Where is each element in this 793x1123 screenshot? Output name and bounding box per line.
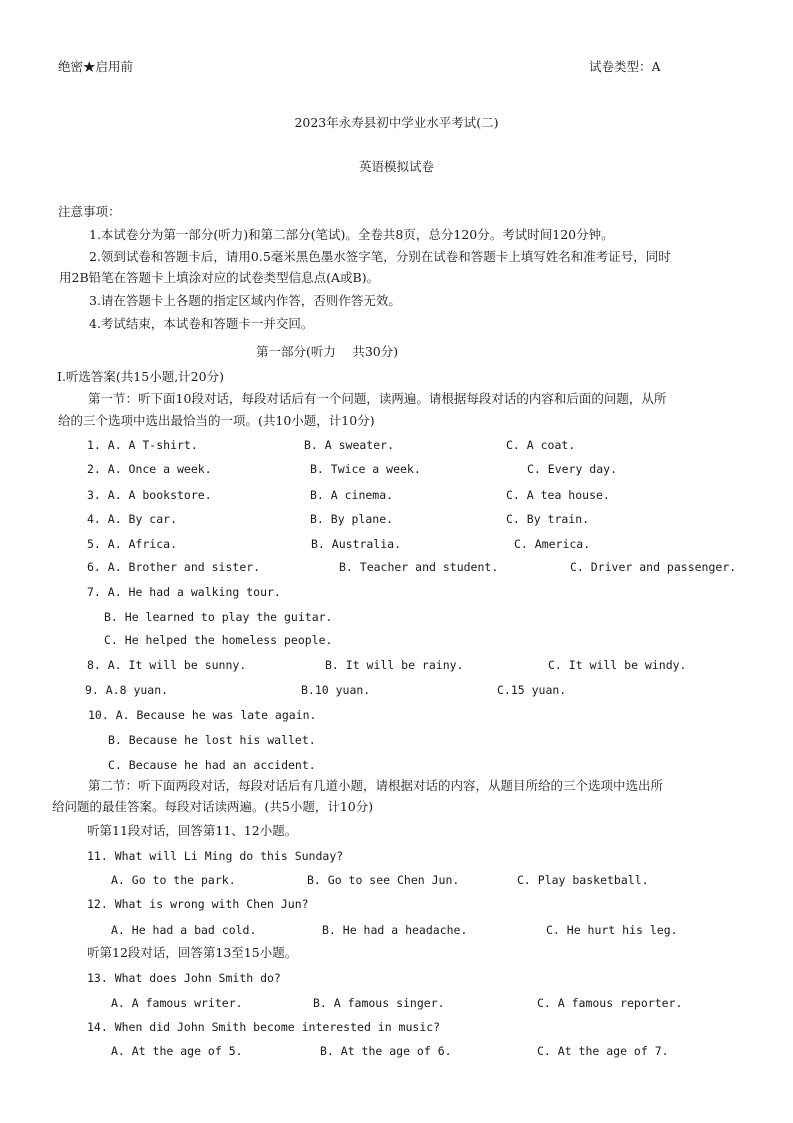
q9-option-c: C.15 yuan. <box>497 683 567 697</box>
note-item-4: 4.考试结束，本试卷和答题卡一并交回。 <box>89 316 314 331</box>
q1-option-c: C. A coat. <box>506 438 576 452</box>
q8-option-c: C. It will be windy. <box>548 658 687 672</box>
q7-option-c: C. He helped the homeless people. <box>104 633 333 647</box>
q9-option-a: 9. A.8 yuan. <box>85 683 169 697</box>
note-item-3: 3.请在答题卡上各题的指定区域内作答，否则作答无效。 <box>89 293 401 308</box>
subsection1-instructions-cont: 给的三个选项中选出最恰当的一项。(共10小题，计10分) <box>58 413 375 428</box>
q14-option-a: A. At the age of 5. <box>111 1044 243 1058</box>
q12-option-a: A. He had a bad cold. <box>111 923 257 937</box>
q2-option-a: 2. A. Once a week. <box>87 462 212 476</box>
q14-option-b: B. At the age of 6. <box>320 1044 452 1058</box>
subsection1-instructions: 第一节：听下面10段对话，每段对话后有一个问题，读两遍。请根据每段对话的内容和后面的问题，从所 <box>88 391 667 406</box>
q2-option-b: B. Twice a week. <box>310 462 421 476</box>
q4-option-c: C. By train. <box>506 512 590 526</box>
q5-option-a: 5. A. Africa. <box>87 537 178 551</box>
q2-option-c: C. Every day. <box>527 462 618 476</box>
q11-option-a: A. Go to the park. <box>111 873 236 887</box>
subsection2-instructions: 第二节：听下面两段对话，每段对话后有几道小题，请根据对话的内容，从题目所给的三个选项中选出所 <box>88 778 664 793</box>
dialog11-intro: 听第11段对话，回答第11、12小题。 <box>87 823 298 838</box>
q3-option-c: C. A tea house. <box>506 488 610 502</box>
section1-heading: Ⅰ.听选答案(共15小题,计20分) <box>57 369 224 384</box>
q4-option-b: B. By plane. <box>310 512 394 526</box>
q13-option-a: A. A famous writer. <box>111 996 243 1010</box>
dialog12-intro: 听第12段对话，回答第13至15小题。 <box>87 945 298 960</box>
q12-option-c: C. He hurt his leg. <box>546 923 678 937</box>
q8-option-b: B. It will be rainy. <box>325 658 464 672</box>
q1-option-a: 1. A. A T-shirt. <box>87 438 198 452</box>
q13-stem: 13. What does John Smith do? <box>87 971 281 985</box>
q7-option-a: 7. A. He had a walking tour. <box>87 585 281 599</box>
q8-option-a: 8. A. It will be sunny. <box>87 658 247 672</box>
q4-option-a: 4. A. By car. <box>87 512 178 526</box>
q6-option-a: 6. A. Brother and sister. <box>87 560 261 574</box>
q13-option-c: C. A famous reporter. <box>537 996 683 1010</box>
q11-option-c: C. Play basketball. <box>517 873 649 887</box>
note-item-2: 2.领到试卷和答题卡后，请用0.5毫米黑色墨水签字笔，分别在试卷和答题卡上填写姓名和准考证号，同时 <box>89 249 671 264</box>
q6-option-c: C. Driver and passenger. <box>570 560 737 574</box>
notes-heading: 注意事项： <box>58 204 121 219</box>
secret-mark: 绝密★启用前 <box>58 59 134 74</box>
paper-type: 试卷类型：A <box>589 59 661 74</box>
note-item-2-cont: 用2B铅笔在答题卡上填涂对应的试卷类型信息点(A或B)。 <box>59 270 380 285</box>
q13-option-b: B. A famous singer. <box>313 996 445 1010</box>
q11-stem: 11. What will Li Ming do this Sunday? <box>87 849 344 863</box>
q6-option-b: B. Teacher and student. <box>339 560 499 574</box>
q10-option-c: C. Because he had an accident. <box>108 758 316 772</box>
exam-title: 2023年永寿县初中学业水平考试(二) <box>294 115 499 130</box>
exam-subtitle: 英语模拟试卷 <box>358 159 434 174</box>
q12-stem: 12. What is wrong with Chen Jun? <box>87 897 309 911</box>
q14-option-c: C. At the age of 7. <box>537 1044 669 1058</box>
q14-stem: 14. When did John Smith become interested in music? <box>87 1020 441 1034</box>
note-item-1: 1.本试卷分为第一部分(听力)和第二部分(笔试)。全卷共8页，总分120分。考试时间120分钟。 <box>89 227 614 242</box>
q5-option-b: B. Australia. <box>311 537 402 551</box>
q5-option-c: C. America. <box>514 537 591 551</box>
q11-option-b: B. Go to see Chen Jun. <box>307 873 460 887</box>
q3-option-a: 3. A. A bookstore. <box>87 488 212 502</box>
q3-option-b: B. A cinema. <box>310 488 394 502</box>
q10-option-b: B. Because he lost his wallet. <box>108 733 316 747</box>
q7-option-b: B. He learned to play the guitar. <box>104 610 333 624</box>
q12-option-b: B. He had a headache. <box>322 923 468 937</box>
q10-option-a: 10. A. Because he was late again. <box>88 708 317 722</box>
q9-option-b: B.10 yuan. <box>301 683 371 697</box>
part1-heading: 第一部分(听力 共30分) <box>256 344 399 359</box>
subsection2-instructions-cont: 给问题的最佳答案。每段对话读两遍。(共5小题，计10分) <box>52 799 374 814</box>
q1-option-b: B. A sweater. <box>304 438 395 452</box>
